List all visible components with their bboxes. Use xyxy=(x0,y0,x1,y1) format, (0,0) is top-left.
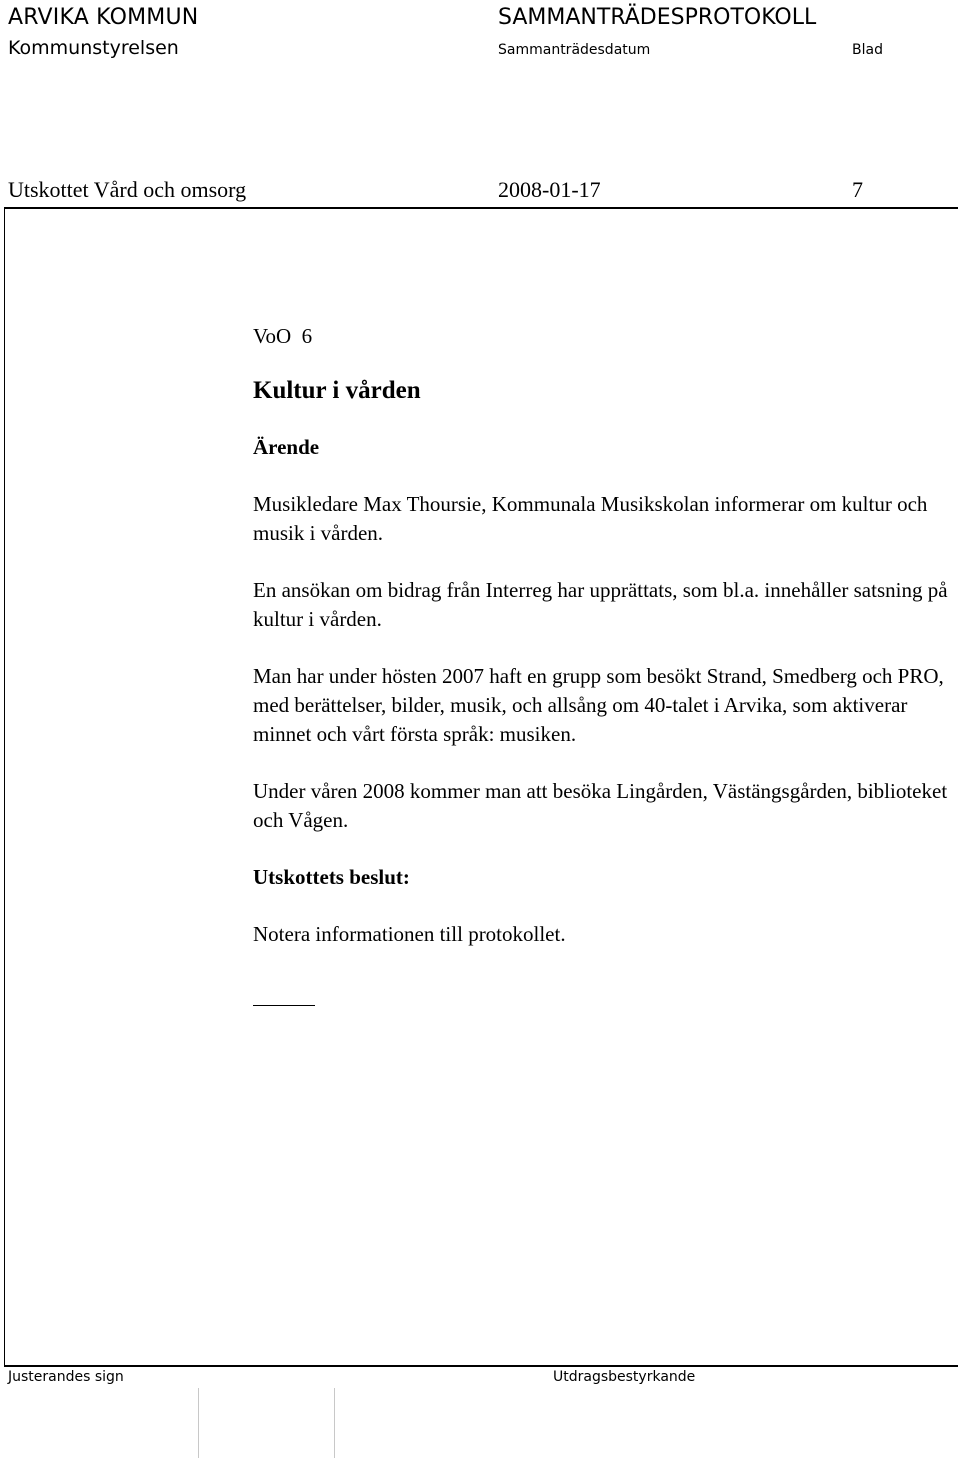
signature-box-divider xyxy=(334,1388,335,1458)
minutes-content xyxy=(253,322,953,1006)
frame-left-rule xyxy=(4,207,5,1367)
signature-box-divider xyxy=(198,1388,199,1458)
document-type: SAMMANTRÄDESPROTOKOLL xyxy=(498,5,817,30)
paragraph-reference: VoO 6 xyxy=(253,324,313,348)
item-title: Kultur i vården xyxy=(253,377,421,404)
body-paragraph: Man har under hösten 2007 haft en grupp som besökt Strand, Smedberg och PRO, med berättelser, bilder, musik, och allsång om 40-talet i Arvika, som aktiverar minnet och vårt första språk: musiken. xyxy=(253,664,944,746)
frame-bottom-rule xyxy=(4,1365,958,1367)
decision-text: Notera informationen till protokollet. xyxy=(253,922,566,946)
body-paragraph: Musikledare Max Thoursie, Kommunala Musikskolan informerar om kultur och musik i vården. xyxy=(253,492,928,545)
case-heading: Ärende xyxy=(253,435,320,459)
end-of-item-rule xyxy=(253,1005,315,1006)
signature-label: Justerandes sign xyxy=(8,1369,124,1385)
body-paragraph: Under våren 2008 kommer man att besöka Lingården, Västängsgården, biblioteket och Vågen. xyxy=(253,779,948,832)
meeting-date-label: Sammanträdesdatum xyxy=(498,42,651,58)
organization-name: ARVIKA KOMMUN xyxy=(8,5,199,30)
body-paragraph: En ansökan om bidrag från Interreg har upprättats, som bl.a. innehåller satsning på kultur i vården. xyxy=(253,578,948,631)
page-number: 7 xyxy=(852,177,863,202)
committee-name: Utskottet Vård och omsorg xyxy=(8,177,247,202)
extract-certification-label: Utdragsbestyrkande xyxy=(553,1369,696,1385)
page-label: Blad xyxy=(852,42,883,58)
department-name: Kommunstyrelsen xyxy=(8,37,179,59)
frame-top-rule xyxy=(4,207,958,209)
decision-heading: Utskottets beslut: xyxy=(253,865,410,889)
meeting-date: 2008-01-17 xyxy=(498,177,601,202)
